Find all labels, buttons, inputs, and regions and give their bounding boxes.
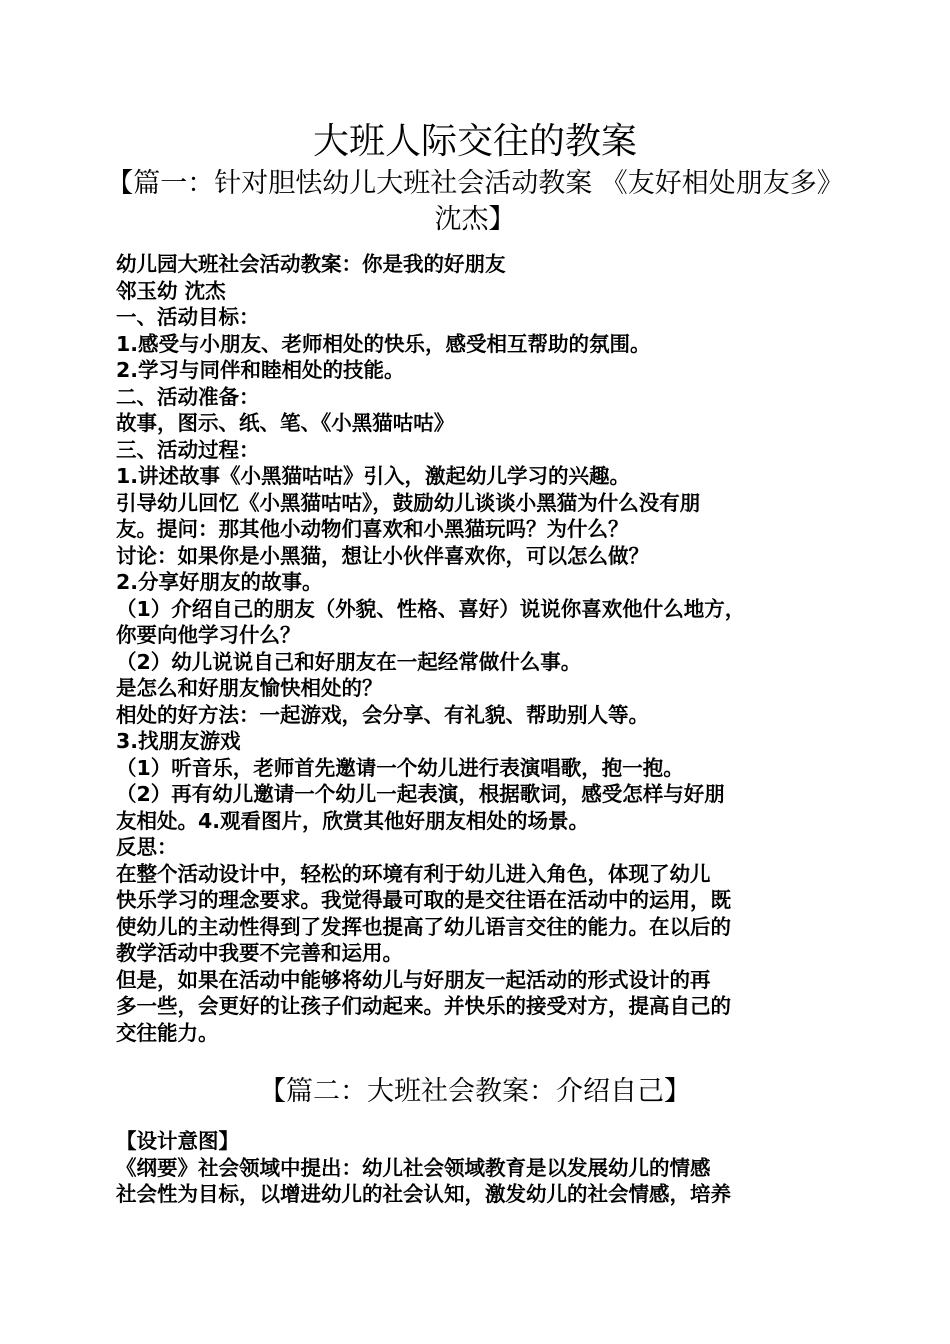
body-line: 社会性为目标，以增进幼儿的社会认知，激发幼儿的社会情感，培养 — [116, 1182, 731, 1206]
body-line: 在整个活动设计中，轻松的环境有利于幼儿进入角色，体现了幼儿 — [116, 861, 711, 886]
body-line: 引导幼儿回忆《小黑猫咕咕》，鼓励幼儿谈谈小黑猫为什么没有朋 — [116, 490, 701, 515]
body-line: 三、活动过程： — [116, 437, 260, 462]
body-line: 相处的好方法：一起游戏，会分享、有礼貌、帮助别人等。 — [116, 702, 649, 727]
body-line: 3.找朋友游戏 — [116, 729, 241, 753]
body-line: 二、活动准备： — [116, 384, 260, 409]
body-line: 《纲要》社会领域中提出：幼儿社会领域教育是以发展幼儿的情感 — [116, 1155, 711, 1180]
body-line: 1.感受与小朋友、老师相处的快乐，感受相互帮助的氛围。 — [116, 331, 651, 356]
body-line: （1）听音乐，老师首先邀请一个幼儿进行表演唱歌，抱一抱。 — [116, 755, 684, 780]
body-line: 快乐学习的理念要求。我觉得最可取的是交往语在活动中的运用，既 — [116, 888, 731, 912]
body-line: 教学活动中我要不完善和运用。 — [116, 941, 403, 965]
document-title: 大班人际交往的教案 — [312, 121, 637, 162]
body-line: 你要向他学习什么？ — [116, 623, 301, 647]
section-2-body — [116, 1128, 844, 1208]
body-line: 邻玉幼 沈杰 — [116, 278, 226, 303]
body-line: 反思： — [116, 835, 178, 859]
body-line: 1.讲述故事《小黑猫咕咕》引入，激起幼儿学习的兴趣。 — [116, 464, 631, 488]
body-line: 多一些，会更好的让孩子们动起来。并快乐的接受对方，提高自己的 — [116, 994, 731, 1018]
body-line: 2.学习与同伴和睦相处的技能。 — [116, 358, 405, 382]
body-line: 但是，如果在活动中能够将幼儿与好朋友一起活动的形式设计的再 — [116, 967, 711, 992]
body-line: （2）再有幼儿邀请一个幼儿一起表演，根据歌词，感受怎样与好朋 — [116, 782, 725, 806]
body-line: 是怎么和好朋友愉快相处的？ — [116, 676, 383, 700]
body-line: （2）幼儿说说自己和好朋友在一起经常做什么事。 — [116, 649, 582, 674]
body-line: （1）介绍自己的朋友（外貌、性格、喜好）说说你喜欢他什么地方， — [116, 596, 746, 621]
body-line: 故事，图示、纸、笔、《小黑猫咕咕》 — [116, 411, 455, 435]
body-line: 2.分享好朋友的故事。 — [116, 570, 323, 594]
body-line: 一、活动目标： — [116, 305, 260, 329]
body-line: 使幼儿的主动性得到了发挥也提高了幼儿语言交往的能力。在以后的 — [116, 914, 731, 939]
body-line: 友相处。4.观看图片，欣赏其他好朋友相处的场景。 — [116, 808, 590, 833]
section-1-body — [116, 251, 844, 1046]
section-heading-2: 【篇二：大班社会教案：介绍自己】 — [259, 1076, 691, 1107]
section-heading-1: 【篇一：针对胆怯幼儿大班社会活动教案 《友好相处朋友多》沈杰】 — [106, 168, 844, 235]
body-line: 交往能力。 — [116, 1020, 219, 1045]
body-line: 【设计意图】 — [116, 1129, 239, 1153]
body-line: 幼儿园大班社会活动教案：你是我的好朋友 — [116, 252, 506, 276]
body-line: 友。提问：那其他小动物们喜欢和小黑猫玩吗？为什么？ — [116, 517, 629, 541]
body-line: 讨论：如果你是小黑猫，想让小伙伴喜欢你，可以怎么做？ — [116, 543, 649, 568]
